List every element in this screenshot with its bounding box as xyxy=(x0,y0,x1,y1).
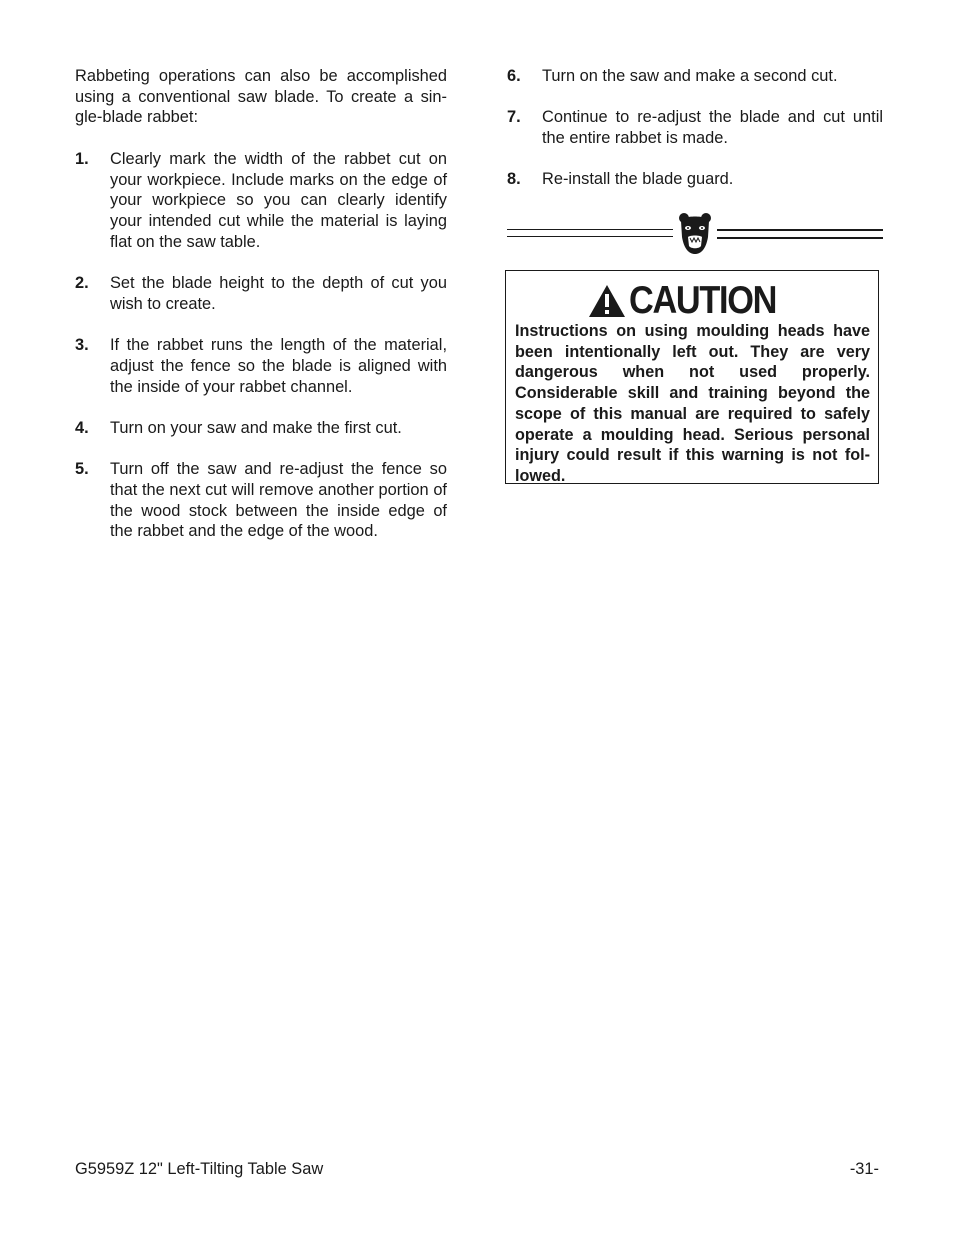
step-text: Continue to re-adjust the blade and cut until the entire rabbet is made. xyxy=(542,108,883,148)
step-text: Turn on your saw and make the first cut. xyxy=(110,418,402,437)
step-number: 3. xyxy=(75,336,89,355)
caution-box xyxy=(505,270,879,484)
step-number: 5. xyxy=(75,460,89,479)
step-text: Turn off the saw and re-adjust the fence so that the next cut will remove another portion of the wood stock between the inside edge of the rabbet and the edge of the wood. xyxy=(110,460,447,541)
page-number: -31- xyxy=(849,1160,879,1178)
left-column xyxy=(75,66,447,563)
divider-rule-left xyxy=(507,229,673,237)
step-text: Clearly mark the width of the rabbet cut on your workpiece. Include marks on the edge of your workpiece so you can clearly identify your intended cut while the material is laying flat on the saw table. xyxy=(110,149,447,251)
step-number: 6. xyxy=(507,67,521,85)
step-item xyxy=(75,418,447,439)
step-item xyxy=(75,459,447,542)
step-number: 7. xyxy=(507,108,521,127)
step-item xyxy=(75,149,447,253)
step-item xyxy=(75,273,447,314)
divider-rule-right xyxy=(717,229,883,239)
bear-logo-icon xyxy=(677,211,713,255)
intro-paragraph: Rabbeting operations can also be accomplished using a conventional saw blade. To create a sin-gle-blade rabbet: xyxy=(75,67,447,127)
step-text: Re-install the blade guard. xyxy=(542,170,734,189)
caution-header xyxy=(506,281,878,321)
section-divider xyxy=(507,211,883,257)
step-text: If the rabbet runs the length of the material, adjust the fence so the blade is aligned with the inside of your rabbet channel. xyxy=(110,336,447,396)
step-number: 8. xyxy=(507,170,521,189)
step-item xyxy=(507,169,883,190)
footer-title: G5959Z 12" Left-Tilting Table Saw xyxy=(75,1160,324,1178)
step-number: 2. xyxy=(75,274,89,292)
caution-heading: CAUTION xyxy=(628,279,777,322)
step-item xyxy=(75,335,447,397)
step-item xyxy=(507,66,883,87)
right-column xyxy=(507,66,883,257)
step-item xyxy=(507,107,883,148)
step-text: Set the blade height to the depth of cut you wish to create. xyxy=(110,274,447,313)
step-number: 4. xyxy=(75,418,89,437)
warning-triangle-icon xyxy=(588,284,626,318)
caution-text: Instructions on using moulding heads have been intentionally left out. They are very dangerous when not used properly. Considerable skill and training beyond the scope of this manual are required to safely operate a moulding head. Serious personal injury could result if this warning is not fol-lowed. xyxy=(515,322,870,485)
step-text: Turn on the saw and make a second cut. xyxy=(542,67,838,85)
step-number: 1. xyxy=(75,149,89,168)
